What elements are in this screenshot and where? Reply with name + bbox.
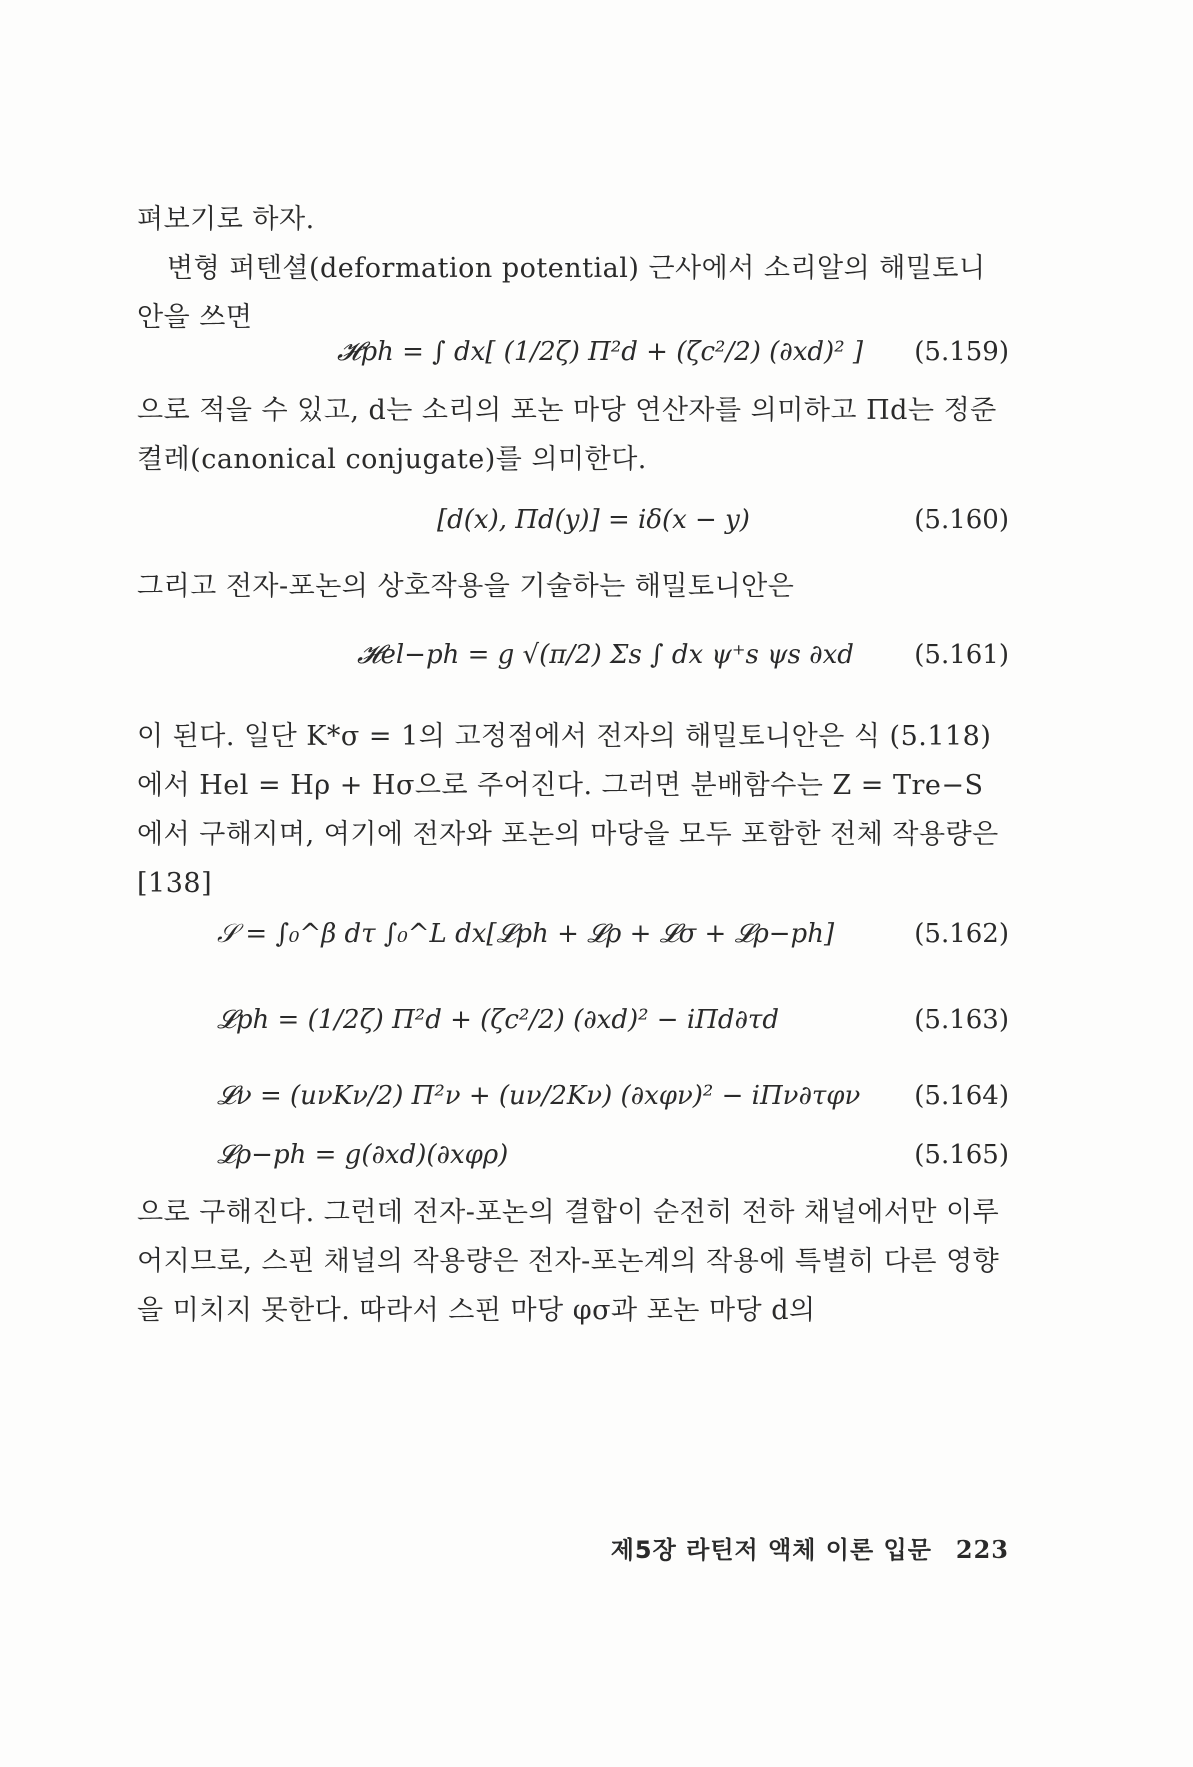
- page-footer: [600, 1530, 1009, 1565]
- equation-number: (5.159): [914, 337, 1009, 367]
- equation-5-160: [137, 490, 1009, 550]
- equation-number: (5.161): [914, 640, 1009, 670]
- paragraph-interaction: [137, 562, 1009, 611]
- paragraph-spin-channel: [137, 1188, 1009, 1335]
- text-paragraph: 으로 구해진다. 그런데 전자-포논의 결합이 순전히 전하 채널에서만 이루어지므로, 스핀 채널의 작용량은 전자-포논계의 작용에 특별히 다른 영향을 미치지 못한다. 따라서 스핀 마당 φσ과 포논 마당 d의: [137, 1197, 1000, 1326]
- equation-formula: 𝒮 = ∫₀^β dτ ∫₀^L dx[𝓛ph + 𝓛ρ + 𝓛σ + 𝓛ρ−ph]: [217, 919, 835, 949]
- paragraph-fixed-point: [137, 712, 1009, 908]
- equation-5-159: [137, 322, 1009, 382]
- text-paragraph: 으로 적을 수 있고, d는 소리의 포논 마당 연산자를 의미하고 Πd는 정준 켤레(canonical conjugate)를 의미한다.: [137, 395, 997, 475]
- text-paragraph: 변형 퍼텐셜(deformation potential) 근사에서 소리알의 해밀토니안을 쓰면: [137, 253, 986, 333]
- equation-5-161: [137, 625, 1009, 685]
- equation-number: (5.163): [914, 1005, 1009, 1035]
- paragraph-operators: [137, 386, 1009, 484]
- equation-formula: 𝓗el−ph = g √(π/2) Σs ∫ dx ψ⁺s ψs ∂xd: [357, 640, 854, 670]
- equation-5-165: [137, 1125, 1009, 1185]
- equation-number: (5.162): [914, 919, 1009, 949]
- equation-formula: 𝓗ph = ∫ dx[ (1/2ζ) Π²d + (ζc²/2) (∂xd)² ]: [337, 337, 864, 367]
- equation-5-163: [137, 990, 1009, 1050]
- equation-formula: 𝓛ph = (1/2ζ) Π²d + (ζc²/2) (∂xd)² − iΠd∂τd: [217, 1005, 779, 1035]
- text-paragraph: 그리고 전자-포논의 상호작용을 기술하는 해밀토니안은: [137, 571, 795, 602]
- text-paragraph: 이 된다. 일단 K*σ = 1의 고정점에서 전자의 해밀토니안은 식 (5.118)에서 Hel = Hρ + Hσ으로 주어진다. 그러면 분배함수는 Z = Tre−S에서 구해지며, 여기에 전자와 포논의 마당을 모두 포함한 전체 작용량은[138]: [137, 721, 999, 899]
- page-number: 223: [955, 1535, 1009, 1564]
- text-line: 펴보기로 하자.: [137, 204, 315, 235]
- equation-number: (5.160): [914, 505, 1009, 535]
- chapter-title: 제5장 라틴저 액체 이론 입문: [610, 1536, 932, 1564]
- equation-5-164: [137, 1066, 1009, 1126]
- equation-number: (5.164): [914, 1081, 1009, 1111]
- equation-formula: 𝓛ρ−ph = g(∂xd)(∂xφρ): [217, 1140, 509, 1170]
- equation-formula: 𝓛ν = (uνKν/2) Π²ν + (uν/2Kν) (∂xφν)² − iΠν∂τφν: [217, 1081, 861, 1111]
- equation-number: (5.165): [914, 1140, 1009, 1170]
- equation-5-162: [137, 904, 1009, 964]
- equation-formula: [d(x), Πd(y)] = iδ(x − y): [437, 505, 750, 535]
- paragraph-intro: [137, 195, 1009, 244]
